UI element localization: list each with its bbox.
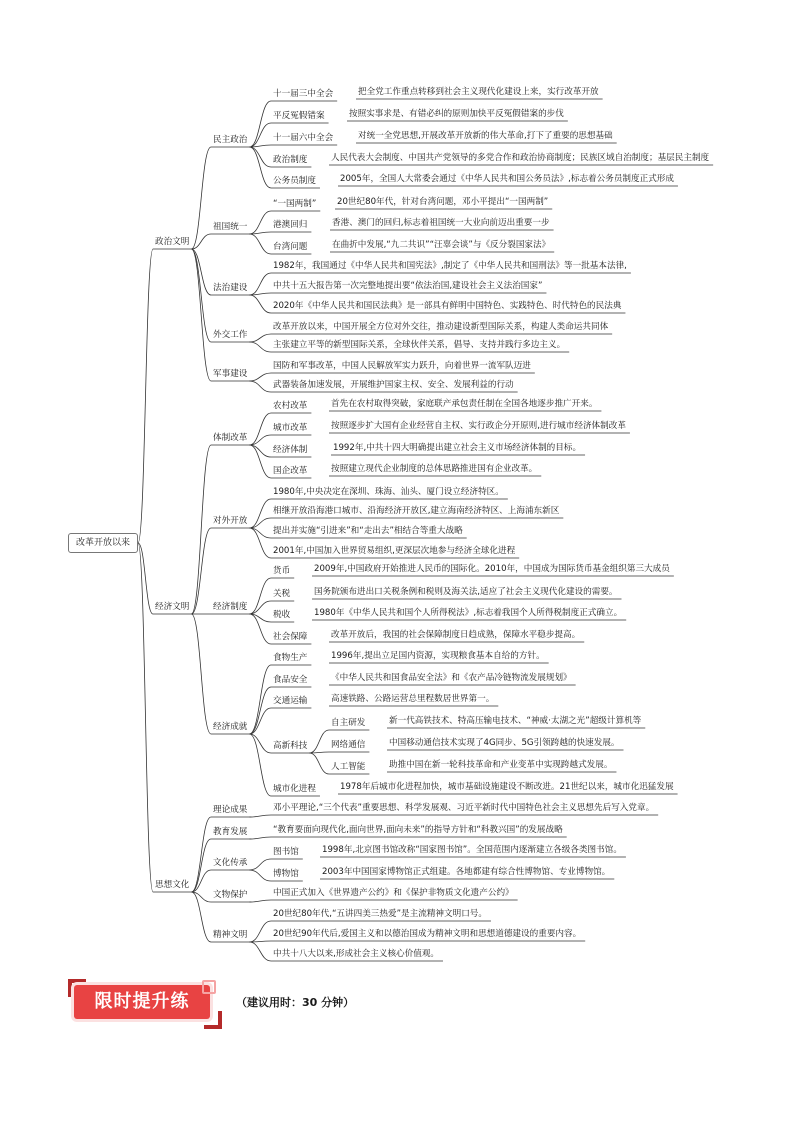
connector-curve: [191, 249, 211, 381]
connector-curve: [191, 234, 211, 249]
connector-curve: [249, 601, 271, 614]
value-text: 在曲折中发展,“九二共识”“汪辜会谈”与《反分裂国家法》: [332, 240, 551, 250]
value-text: 中共十五大报告第一次完整地提出要“依法治国,建设社会主义法治国家”: [273, 281, 543, 291]
connector-curve: [191, 249, 211, 295]
sub-tech: 高新科技: [273, 741, 308, 751]
connector-curve: [249, 942, 271, 961]
connector-curve: [249, 211, 271, 234]
key-item: 自主研发: [331, 718, 366, 728]
value-text: 主张建立平等的新型国际关系，全球伙伴关系，倡导、支持并践行多边主义。: [273, 340, 566, 350]
connector-curve: [249, 147, 271, 188]
key-item: 平反冤假错案: [273, 111, 325, 121]
branch-economy: 经济文明: [155, 602, 190, 612]
connector-curve: [249, 837, 271, 839]
sub-unification: 祖国统一: [213, 222, 248, 232]
key-item: 政治制度: [273, 155, 308, 165]
value-text: 把全党工作重点转移到社会主义现代化建设上来，实行改革开放: [358, 87, 599, 97]
key-item: 农村改革: [273, 401, 308, 411]
key-item: 食品安全: [273, 675, 308, 685]
key-item: 食物生产: [273, 653, 308, 663]
connector-curve: [191, 445, 211, 614]
value-text: 改革开放后，我国的社会保障制度日趋成熟，保障水平稳步提高。: [331, 630, 581, 640]
value-text: 国务院颁布进出口关税条例和税则及海关法,适应了社会主义现代化建设的需要。: [314, 587, 618, 597]
key-item: 关税: [273, 589, 291, 599]
connector-curve: [309, 753, 329, 774]
key-item: 人工智能: [331, 762, 366, 772]
connector-curve: [249, 381, 271, 392]
value-text: 武器装备加速发展，开展维护国家主权、安全、发展利益的行动: [273, 380, 514, 390]
root-node: 改革开放以来: [68, 533, 138, 553]
connector-curve: [249, 499, 271, 528]
sub-diplomacy: 外交工作: [213, 330, 248, 340]
key-item: 国企改革: [273, 466, 308, 476]
key-item: 经济体制: [273, 445, 308, 455]
connector-curve: [249, 578, 271, 614]
sub-law: 法治建设: [213, 283, 248, 293]
value-text: 1980年,中央决定在深圳、珠海、汕头、厦门设立经济特区。: [273, 487, 504, 497]
value-text: 1998年,北京图书馆改称“国家图书馆”。全国范围内逐渐建立各级各类图书馆。: [322, 845, 622, 855]
value-text: 对统一全党思想,开展改革开放新的伟大革命,打下了重要的思想基础: [358, 131, 613, 141]
tip-prefix: （建议用时：: [236, 996, 302, 1009]
key-item: “一国两制”: [273, 199, 317, 209]
value-text: 高速铁路、公路运营总里程数居世界第一。: [331, 694, 495, 704]
value-text: 2001年,中国加入世界贸易组织,更深层次地参与经济全球化进程: [273, 546, 516, 556]
value-text: 助推中国在新一轮科技革命和产业变革中实现跨越式发展。: [389, 760, 613, 770]
branch-politics: 政治文明: [155, 237, 190, 247]
value-text: 相继开放沿海港口城市、沿海经济开放区,建立海南经济特区、上海浦东新区: [273, 506, 560, 516]
sub-achievements: 经济成就: [213, 722, 248, 732]
value-text: 中国移动通信技术实现了4G同步、5G引领跨越的快速发展。: [389, 738, 620, 748]
connector-curve: [249, 273, 271, 295]
value-text: 2003年中国国家博物馆正式组建。各地都建有综合性博物馆、专业博物馆。: [322, 867, 611, 877]
value-text: “教育要面向现代化,面向世界,面向未来”的指导方针和“科教兴国”的发展战略: [273, 825, 563, 835]
connector-curve: [249, 445, 271, 478]
connector-curve: [249, 687, 271, 734]
connector-curve: [249, 295, 271, 313]
value-text: 20世纪80年代,“五讲四美三热爱”是主流精神文明口号。: [273, 909, 487, 919]
connector-curve: [249, 859, 271, 870]
key-item: 城市改革: [273, 423, 308, 433]
key-item: 社会保障: [273, 632, 308, 642]
sub-system: 体制改革: [213, 433, 248, 443]
value-text: 按照建立现代企业制度的总体思路推进国有企业改革。: [331, 464, 538, 474]
connector-curve: [249, 373, 271, 381]
value-text: 1980年《中华人民共和国个人所得税法》,标志着我国个人所得税制度正式确立。: [314, 608, 623, 618]
value-text: 改革开放以来，中国开展全方位对外交往，推动建设新型国际关系，构建人类命运共同体: [273, 322, 609, 332]
value-text: 1992年,中共十四大明确提出建立社会主义市场经济体制的目标。: [333, 443, 582, 453]
sub-opening: 对外开放: [213, 516, 248, 526]
time-tip: [236, 994, 354, 1010]
key-item: 十一届三中全会: [273, 89, 334, 99]
connector-curve: [191, 892, 211, 942]
connector-curve: [249, 334, 271, 342]
connector-curve: [249, 900, 271, 902]
banner-title: 限时提升练: [94, 991, 190, 1012]
value-text: 人民代表大会制度、中国共产党领导的多党合作和政治协商制度；民族区域自治制度；基层民主制度: [331, 153, 710, 163]
value-text: 2005年，全国人大常委会通过《中华人民共和国公务员法》,标志着公务员制度正式形成: [340, 174, 674, 184]
corner-bracket-icon: [204, 1011, 222, 1029]
sub-theory: 理论成果: [213, 805, 248, 815]
value-text: 首先在农村取得突破，家庭联产承包责任制在全国各地逐步推广开来。: [331, 399, 598, 409]
value-text: 2020年《中华人民共和国民法典》是一部具有鲜明中国特色、实践特色、时代特色的民法典: [273, 301, 622, 311]
value-text: 国防和军事改革，中国人民解放军实力跃升，向着世界一流军队迈进: [273, 361, 531, 371]
key-item: 网络通信: [331, 740, 366, 750]
connector-curve: [249, 815, 271, 817]
key-item: 港澳回归: [273, 220, 308, 230]
practice-banner: [62, 972, 224, 1032]
connector-curve: [191, 249, 211, 342]
clip-icon: [202, 980, 216, 994]
sub-heritage: 文化传承: [213, 858, 248, 868]
value-text: 2009年,中国政府开始推进人民币的国际化。2010年，中国成为国际货币基金组织第三大成员: [314, 564, 670, 574]
key-item: 图书馆: [273, 847, 299, 857]
value-text: 《中华人民共和国食品安全法》和《农产品冷链物流发展规划》: [331, 673, 572, 683]
connector-curve: [249, 921, 271, 942]
key-item: 台湾问题: [273, 242, 308, 252]
connector-curve: [249, 445, 271, 457]
value-text: 提出并实施“引进来”和“走出去”相结合等重大战略: [273, 526, 463, 536]
banner-box: [74, 985, 210, 1019]
key-item: 货币: [273, 566, 291, 576]
value-text: 1978年后城市化进程加快，城市基础设施建设不断改进。21世纪以来，城市化迅猛发展: [340, 782, 674, 792]
key-item: 十一届六中全会: [273, 133, 334, 143]
connector-curve: [309, 730, 329, 753]
connector-curve: [191, 528, 211, 614]
value-text: 中共十八大以来,形成社会主义核心价值观。: [273, 949, 440, 959]
value-text: 邓小平理论,“三个代表”重要思想、科学发展观、习近平新时代中国特色社会主义思想先后写入党章。: [273, 803, 655, 813]
value-text: 新一代高铁技术、特高压输电技术、“神威·太湖之光”超级计算机等: [389, 716, 642, 726]
key-item: 博物馆: [273, 869, 299, 879]
sub-protection: 文物保护: [213, 890, 248, 900]
branch-culture: 思想文化: [155, 880, 190, 890]
sub-democracy: 民主政治: [213, 135, 248, 145]
key-item: 城市化进程: [273, 784, 316, 794]
connector-curve: [249, 123, 271, 147]
connector-curve: [191, 147, 211, 249]
key-item: 公务员制度: [273, 176, 316, 186]
connector-curve: [191, 614, 211, 734]
value-text: 中国正式加入《世界遗产公约》和《保护非物质文化遗产公约》: [273, 888, 514, 898]
connector-curve: [138, 543, 153, 892]
sub-education: 教育发展: [213, 827, 248, 837]
value-text: 1996年,提出立足国内资源，实现粮食基本自给的方针。: [331, 651, 545, 661]
key-item: 交通运输: [273, 696, 308, 706]
connector-curve: [249, 147, 271, 167]
tip-minutes: 30: [302, 996, 318, 1009]
sub-spirit: 精神文明: [213, 930, 248, 940]
value-text: 20世纪80年代，针对台湾问题，邓小平提出“一国两制”: [337, 197, 549, 207]
key-item: 税收: [273, 610, 291, 620]
connector-curve: [249, 614, 271, 644]
connector-curve: [249, 342, 271, 352]
connector-curve: [249, 234, 271, 254]
value-text: 20世纪90年代后,爱国主义和以德治国成为精神文明和思想道德建设的重要内容。: [273, 929, 582, 939]
value-text: 1982年，我国通过《中华人民共和国宪法》,制定了《中华人民共和国刑法》等一批基本法律,: [273, 261, 627, 271]
sub-institutions: 经济制度: [213, 602, 248, 612]
connector-curve: [249, 870, 271, 881]
value-text: 按照实事求是、有错必纠的原则加快平反冤假错案的步伐: [349, 109, 564, 119]
connector-curve: [191, 839, 211, 892]
sub-military: 军事建设: [213, 369, 248, 379]
connector-curve: [138, 249, 153, 543]
value-text: 香港、澳门的回归,标志着祖国统一大业向前迈出重要一步: [332, 218, 550, 228]
value-text: 按照逐步扩大国有企业经营自主权、实行政企分开原则,进行城市经济体制改革: [331, 421, 626, 431]
connector-curve: [249, 665, 271, 734]
tip-suffix: 分钟）: [317, 996, 355, 1009]
